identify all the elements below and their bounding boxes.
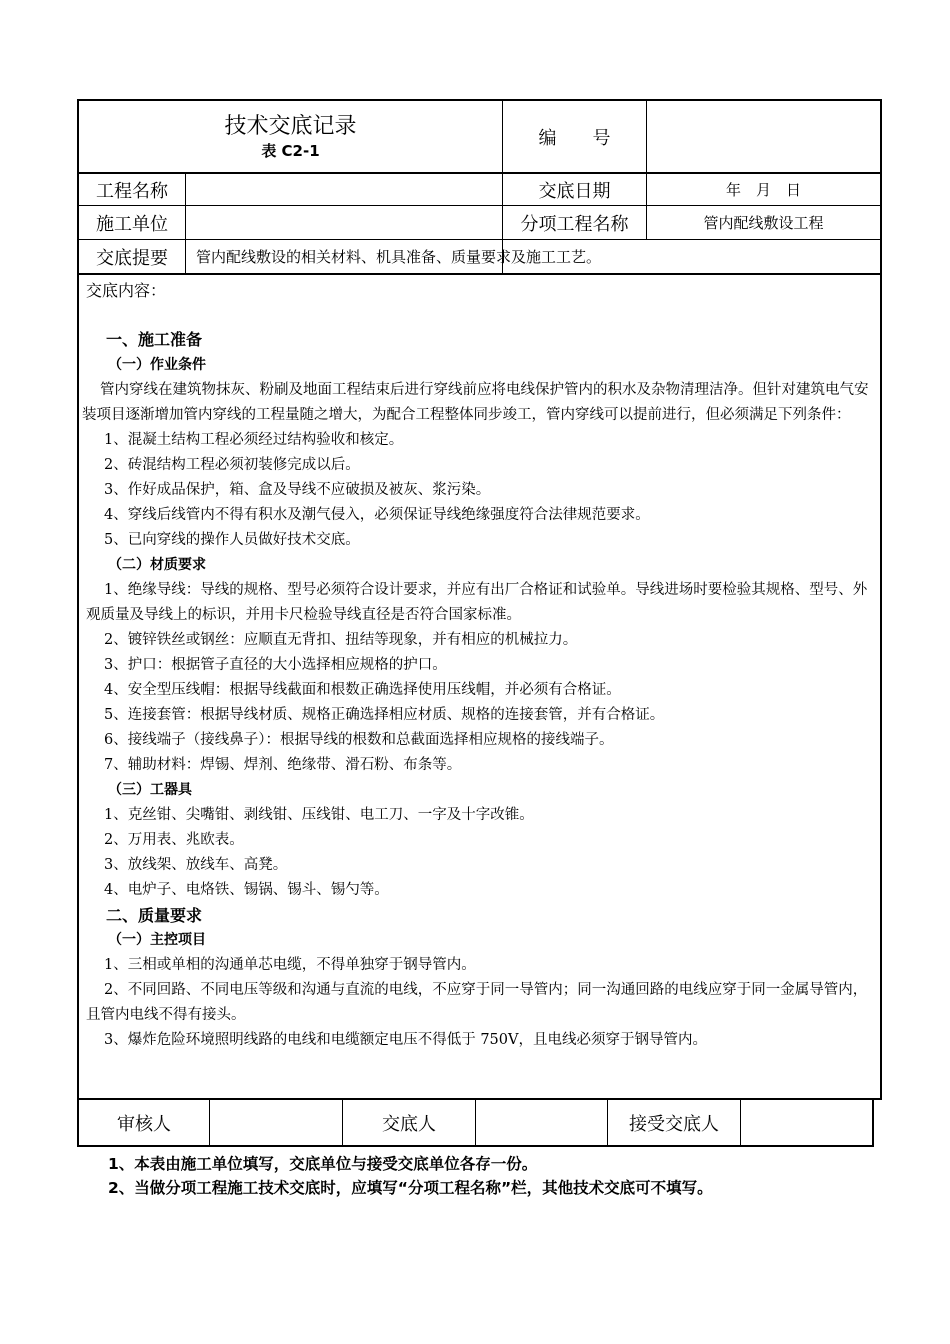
- title-cell: [79, 101, 502, 172]
- receiver-label: 接受交底人: [629, 1113, 719, 1135]
- list-item: 4、电炉子、电烙铁、锡锅、锡斗、锡勺等。: [104, 882, 389, 898]
- subsection-heading: （一）主控项目: [108, 932, 206, 948]
- receiver-value[interactable]: [741, 1100, 872, 1145]
- list-item: 1、绝缘导线：导线的规格、型号必须符合设计要求，并应有出厂合格证和试验单。导线进场时要检验其规格、型号、外观质量及导线上的标识，并用卡尺检验导线直径是否符合国家标准。: [86, 582, 868, 623]
- subsection-heading: （三）工器具: [108, 782, 192, 798]
- content-body: [82, 326, 876, 1053]
- subsection-heading: （二）材质要求: [108, 557, 206, 573]
- contractor-value[interactable]: [186, 206, 502, 239]
- reviewer-label: 审核人: [117, 1113, 171, 1135]
- list-item: 4、穿线后线管内不得有积水及潮气侵入，必须保证导线绝缘强度符合法律规范要求。: [104, 507, 650, 523]
- project-name-label: 工程名称: [96, 180, 168, 202]
- project-name-value[interactable]: [186, 174, 502, 205]
- list-item: 1、混凝土结构工程必须经过结构验收和核定。: [104, 432, 404, 448]
- contractor-label: 施工单位: [96, 213, 168, 235]
- reviewer-value[interactable]: [210, 1100, 342, 1145]
- list-item: 2、万用表、兆欧表。: [104, 832, 244, 848]
- footer-note: 1、本表由施工单位填写，交底单位与接受交底单位各存一份。: [108, 1155, 538, 1173]
- list-item: 3、爆炸危险环境照明线路的电线和电缆额定电压不得低于 750V，且电线必须穿于钢导管内。: [104, 1032, 707, 1048]
- list-item: 6、接线端子（接线鼻子）：根据导线的根数和总截面选择相应规格的接线端子。: [104, 732, 614, 748]
- subproject-value[interactable]: 管内配线敷设工程: [703, 214, 824, 232]
- paragraph: 管内穿线在建筑物抹灰、粉刷及地面工程结束后进行穿线前应将电线保护管内的积水及杂物清理洁净。但针对建筑电气安装项目逐渐增加管内穿线的工程量随之增大，为配合工程整体同步竣工，管内穿线可以提前进行，但必须满足下列条件：: [82, 382, 869, 423]
- section-heading: 一、施工准备: [106, 330, 203, 349]
- list-item: 3、护口：根据管子直径的大小选择相应规格的护口。: [104, 657, 447, 673]
- section-heading: 二、质量要求: [106, 906, 203, 925]
- list-item: 4、安全型压线帽：根据导线截面和根数正确选择使用压线帽，并必须有合格证。: [104, 682, 621, 698]
- list-item: 1、三相或单相的沟通单芯电缆，不得单独穿于钢导管内。: [104, 957, 476, 973]
- discloser-value[interactable]: [476, 1100, 607, 1145]
- row-divider: [78, 273, 881, 275]
- list-item: 3、作好成品保护，箱、盒及导线不应破损及被灰、浆污染。: [104, 482, 491, 498]
- list-item: 5、连接套管：根据导线材质、规格正确选择相应材质、规格的连接套管，并有合格证。: [104, 707, 665, 723]
- number-value[interactable]: [647, 101, 880, 172]
- summary-value[interactable]: 管内配线敷设的相关材料、机具准备、质量要求及施工工艺。: [196, 248, 602, 266]
- subproject-label: 分项工程名称: [520, 213, 629, 235]
- date-value[interactable]: 年 月 日: [725, 181, 801, 199]
- number-label: 编 号: [538, 127, 611, 149]
- list-item: 2、不同回路、不同电压等级和沟通与直流的电线，不应穿于同一导管内；同一沟通回路的电线应穿于同一金属导管内，且管内电线不得有接头。: [86, 982, 868, 1023]
- list-item: 5、已向穿线的操作人员做好技术交底。: [104, 532, 360, 548]
- list-item: 2、砖混结构工程必须初装修完成以后。: [104, 457, 360, 473]
- subsection-heading: （一）作业条件: [108, 357, 206, 373]
- list-item: 1、克丝钳、尖嘴钳、剥线钳、压线钳、电工刀、一字及十字改锥。: [104, 807, 534, 823]
- form-code: 表 C2-1: [261, 141, 320, 160]
- list-item: 2、镀锌铁丝或钢丝：应顺直无背扣、扭结等现象，并有相应的机械拉力。: [104, 632, 578, 648]
- list-item: 3、放线架、放线车、高凳。: [104, 857, 288, 873]
- summary-label: 交底提要: [96, 247, 168, 269]
- discloser-label: 交底人: [382, 1113, 436, 1135]
- page-title: 技术交底记录: [224, 113, 357, 139]
- content-label: 交底内容：: [86, 281, 167, 300]
- date-label: 交底日期: [538, 180, 611, 202]
- list-item: 7、辅助材料：焊锡、焊剂、绝缘带、滑石粉、布条等。: [104, 757, 462, 773]
- footer-note: 2、当做分项工程施工技术交底时，应填写“分项工程名称”栏，其他技术交底可不填写。: [108, 1179, 713, 1197]
